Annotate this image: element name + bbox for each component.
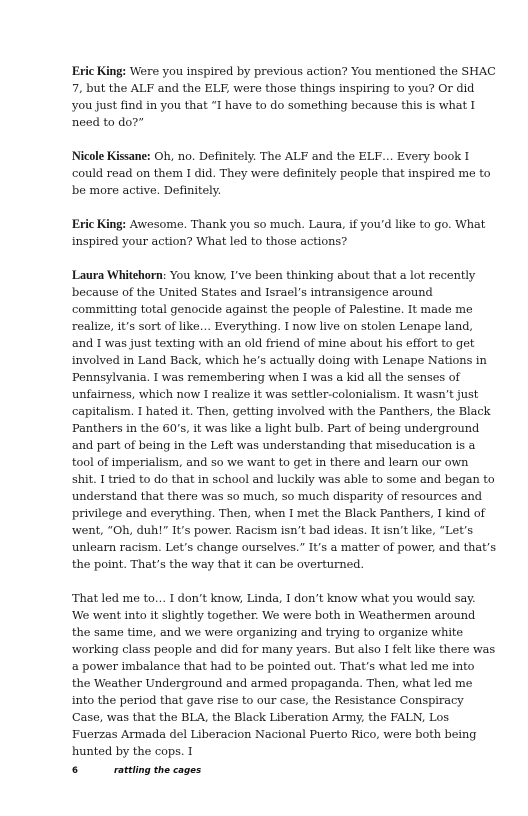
paragraph-text: : You know, I’ve been thinking about that a lot recently because of the United States and Israel’s intransigence around committing total genocide against the people of Palestine. It made me realize, it’s sort of like… Everything. I now live on stolen Lenape land, and I was just texting with an old friend of mine about his effort to get involved in Land Back, which he’s actually doing with Lenape Nations in Pennsylvania. I was remembering when I was a kid all the senses of unfairness, which now I realize it was settler-colonialism. It wasn’t just capitalism. I hated it. Then, getting involved with the Panthers, the Black Panthers in the 60’s, it was like a light bulb. Part of being underground and part of being in the Left was understanding that miseducation is a tool of imperialism, and so we want to get in there and learn our own shit. I tried to do that in school and luckily was able to some and began to understand that there was so much, so much disparity of resources and privilege and everything. Then, when I met the Black Panthers, I kind of went, “Oh, duh!” It’s power. Racism isn’t bad ideas. It isn’t like, “Let’s unlearn racism. Let’s change ourselves.” It’s a matter of power, and that’s the point. That’s the way that it can be overturned. <box>72 268 496 571</box>
paragraph-text: Were you inspired by previous action? You mentioned the SHAC 7, but the ALF and the ELF, were those things inspiring to you? Or did you just find in you that “I have to do something because this is what I need to do?” <box>72 64 496 129</box>
page-number: 6 <box>72 766 78 776</box>
paragraph-eric-king-1 <box>72 63 496 131</box>
running-head: rattling the cages <box>114 766 202 776</box>
paragraph-continuation <box>72 590 496 760</box>
paragraph-laura-whitehorn <box>72 267 496 573</box>
speaker-name: Eric King: <box>72 64 127 78</box>
speaker-name: Nicole Kissane: <box>72 149 151 163</box>
paragraph-eric-king-2 <box>72 216 496 250</box>
paragraph-nicole-kissane <box>72 148 496 199</box>
paragraph-text: Oh, no. Definitely. The ALF and the ELF… Every book I could read on them I did. They were definitely people that inspired me to be more active. Definitely. <box>72 149 491 197</box>
paragraph-text: Awesome. Thank you so much. Laura, if you’d like to go. What inspired your action? What led to those actions? <box>72 217 486 248</box>
speaker-name: Laura Whitehorn <box>72 268 163 282</box>
speaker-name: Eric King: <box>72 217 127 231</box>
paragraph-text: That led me to… I don’t know, Linda, I don’t know what you would say. We went into it slightly together. We were both in Weathermen around the same time, and we were organizing and trying to organize white working class people and did for many years. But also I felt like there was a power imbalance that had to be pointed out. That’s what led me into the Weather Underground and armed propaganda. Then, what led me into the period that gave rise to our case, the Resistance Conspiracy Case, was that the BLA, the Black Liberation Army, the FALN, Los Fuerzas Armada del Liberacion Nacional Puerto Rico, were both being hunted by the cops. I <box>72 591 496 758</box>
interview-body <box>72 63 496 777</box>
